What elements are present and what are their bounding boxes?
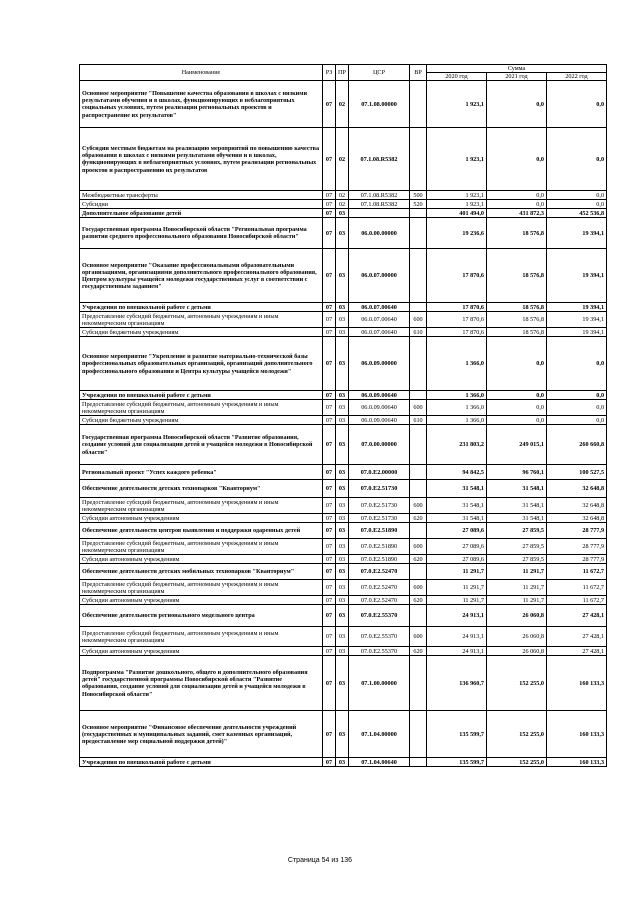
table-row bbox=[80, 328, 607, 337]
cell-name: Субсидии местным бюджетам на реализацию мероприятий по повышению качества образования в школах с низкими результатами обучения и в школах, функционирующих в неблагоприятных условиях, путем реализации региональных проектов и распространению их результатов bbox=[80, 128, 323, 191]
cell-2022: 28 777,9 bbox=[547, 523, 607, 539]
cell-2021: 31 548,1 bbox=[487, 480, 547, 498]
cell-pr: 03 bbox=[336, 580, 349, 596]
cell-2020: 24 913,1 bbox=[427, 647, 487, 656]
cell-pr: 03 bbox=[336, 656, 349, 711]
cell-2020: 1 923,1 bbox=[427, 191, 487, 200]
table-row bbox=[80, 400, 607, 416]
cell-name: Обеспечение деятельности детских мобильных технопарков "Кванториум" bbox=[80, 564, 323, 580]
cell-csr: 07.1.08.00000 bbox=[349, 81, 410, 128]
header-name: Наименование bbox=[80, 65, 323, 81]
cell-vr: 620 bbox=[410, 596, 427, 605]
table-row bbox=[80, 337, 607, 391]
cell-name: Субсидии автономным учреждениям bbox=[80, 555, 323, 564]
cell-csr: 06.0.07.00640 bbox=[349, 328, 410, 337]
cell-name: Основное мероприятие "Оказание профессиональными образовательными организациями, организациями дополнительного профессионального образования, Центром культуры учащейся молодежи государственных услуг в соответствии с государственным заданием" bbox=[80, 249, 323, 303]
cell-csr: 07.0.E2.52470 bbox=[349, 580, 410, 596]
cell-2022: 0,0 bbox=[547, 81, 607, 128]
cell-rz: 07 bbox=[323, 328, 336, 337]
cell-2020: 17 870,6 bbox=[427, 249, 487, 303]
cell-pr: 03 bbox=[336, 416, 349, 425]
table-header bbox=[80, 65, 607, 81]
cell-pr: 02 bbox=[336, 200, 349, 209]
table-row bbox=[80, 209, 607, 218]
cell-2022: 19 394,1 bbox=[547, 303, 607, 312]
table-row bbox=[80, 200, 607, 209]
cell-2020: 31 548,1 bbox=[427, 480, 487, 498]
cell-2021: 18 576,8 bbox=[487, 328, 547, 337]
table-row bbox=[80, 580, 607, 596]
cell-pr: 03 bbox=[336, 514, 349, 523]
cell-pr: 03 bbox=[336, 605, 349, 627]
cell-2022: 19 394,1 bbox=[547, 249, 607, 303]
table-row bbox=[80, 539, 607, 555]
cell-name: Предоставление субсидий бюджетным, автономным учреждениям и иным некоммерческим организациям bbox=[80, 539, 323, 555]
cell-2021: 431 872,3 bbox=[487, 209, 547, 218]
cell-csr: 07.0.E2.55370 bbox=[349, 605, 410, 627]
cell-pr: 03 bbox=[336, 596, 349, 605]
cell-name: Подпрограмма "Развитие дошкольного, общего и дополнительного образования детей" государственной программы Новосибирской области "Развитие образования, создание условий для социализации детей и учащейся молодежи в Новосибирской области" bbox=[80, 656, 323, 711]
cell-pr: 03 bbox=[336, 209, 349, 218]
cell-pr: 03 bbox=[336, 328, 349, 337]
cell-2020: 17 870,6 bbox=[427, 312, 487, 328]
cell-csr: 07.0.E2.52470 bbox=[349, 596, 410, 605]
cell-2022: 11 672,7 bbox=[547, 564, 607, 580]
cell-pr: 03 bbox=[336, 647, 349, 656]
cell-csr: 07.1.08.R5382 bbox=[349, 200, 410, 209]
cell-vr bbox=[410, 218, 427, 249]
cell-vr bbox=[410, 711, 427, 758]
cell-vr bbox=[410, 656, 427, 711]
cell-2021: 0,0 bbox=[487, 337, 547, 391]
cell-rz: 07 bbox=[323, 564, 336, 580]
table-row bbox=[80, 605, 607, 627]
cell-rz: 07 bbox=[323, 555, 336, 564]
cell-pr: 03 bbox=[336, 465, 349, 480]
cell-2022: 27 428,1 bbox=[547, 605, 607, 627]
table-row bbox=[80, 656, 607, 711]
cell-2022: 0,0 bbox=[547, 200, 607, 209]
cell-vr: 600 bbox=[410, 498, 427, 514]
cell-pr: 03 bbox=[336, 523, 349, 539]
cell-csr: 06.0.09.00640 bbox=[349, 391, 410, 400]
cell-pr: 03 bbox=[336, 758, 349, 767]
cell-name: Учреждения по внешкольной работе с детьми bbox=[80, 391, 323, 400]
cell-rz: 07 bbox=[323, 647, 336, 656]
cell-csr: 07.0.E2.51730 bbox=[349, 514, 410, 523]
cell-name: Основное мероприятие "Повышение качества образования в школах с низкими результатами обучения и в школах, функционирующих в неблагоприятных социальных условиях, путем реализации региональных проектов и распространение их результатов" bbox=[80, 81, 323, 128]
cell-rz: 07 bbox=[323, 605, 336, 627]
cell-2020: 231 803,2 bbox=[427, 425, 487, 465]
cell-2020: 1 923,1 bbox=[427, 128, 487, 191]
cell-csr: 07.0.E2.51730 bbox=[349, 498, 410, 514]
cell-2020: 94 842,5 bbox=[427, 465, 487, 480]
cell-rz: 07 bbox=[323, 191, 336, 200]
cell-csr: 06.0.07.00640 bbox=[349, 303, 410, 312]
cell-rz: 07 bbox=[323, 128, 336, 191]
cell-2021: 0,0 bbox=[487, 391, 547, 400]
table-row bbox=[80, 647, 607, 656]
table-row bbox=[80, 523, 607, 539]
cell-2021: 96 760,1 bbox=[487, 465, 547, 480]
cell-name: Субсидии автономным учреждениям bbox=[80, 647, 323, 656]
cell-vr bbox=[410, 128, 427, 191]
cell-rz: 07 bbox=[323, 523, 336, 539]
header-year-2021: 2021 год bbox=[487, 73, 547, 81]
cell-name: Дополнительное образование детей bbox=[80, 209, 323, 218]
cell-rz: 07 bbox=[323, 209, 336, 218]
cell-vr bbox=[410, 758, 427, 767]
cell-name: Межбюджетные трансферты bbox=[80, 191, 323, 200]
cell-name: Обеспечение деятельности детских технопарков "Кванториум" bbox=[80, 480, 323, 498]
cell-rz: 07 bbox=[323, 514, 336, 523]
cell-2021: 11 291,7 bbox=[487, 580, 547, 596]
cell-csr: 07.0.E2.55370 bbox=[349, 627, 410, 647]
cell-2022: 160 133,3 bbox=[547, 758, 607, 767]
cell-2022: 27 428,1 bbox=[547, 627, 607, 647]
cell-pr: 02 bbox=[336, 128, 349, 191]
cell-rz: 07 bbox=[323, 465, 336, 480]
cell-pr: 02 bbox=[336, 191, 349, 200]
cell-2021: 0,0 bbox=[487, 191, 547, 200]
cell-vr bbox=[410, 564, 427, 580]
table-row bbox=[80, 191, 607, 200]
cell-2020: 135 599,7 bbox=[427, 758, 487, 767]
cell-2020: 27 089,6 bbox=[427, 555, 487, 564]
header-rz: РЗ bbox=[323, 65, 336, 81]
table-row bbox=[80, 312, 607, 328]
cell-vr: 600 bbox=[410, 539, 427, 555]
table-row bbox=[80, 564, 607, 580]
table-row bbox=[80, 514, 607, 523]
cell-rz: 07 bbox=[323, 337, 336, 391]
cell-2020: 11 291,7 bbox=[427, 580, 487, 596]
cell-csr: 06.0.07.00000 bbox=[349, 249, 410, 303]
cell-2022: 28 777,9 bbox=[547, 539, 607, 555]
cell-2021: 27 859,5 bbox=[487, 555, 547, 564]
cell-rz: 07 bbox=[323, 249, 336, 303]
cell-2021: 0,0 bbox=[487, 200, 547, 209]
cell-rz: 07 bbox=[323, 312, 336, 328]
cell-rz: 07 bbox=[323, 416, 336, 425]
cell-vr: 500 bbox=[410, 191, 427, 200]
cell-pr: 03 bbox=[336, 249, 349, 303]
header-vr: ВР bbox=[410, 65, 427, 81]
cell-2020: 24 913,1 bbox=[427, 605, 487, 627]
cell-vr bbox=[410, 249, 427, 303]
cell-2021: 31 548,1 bbox=[487, 514, 547, 523]
cell-2021: 0,0 bbox=[487, 128, 547, 191]
table-row bbox=[80, 465, 607, 480]
page-number: Страница 54 из 136 bbox=[287, 857, 353, 864]
cell-2022: 0,0 bbox=[547, 191, 607, 200]
cell-2022: 160 133,3 bbox=[547, 656, 607, 711]
cell-vr: 620 bbox=[410, 647, 427, 656]
cell-name: Основное мероприятие "Финансовое обеспечение деятельности учреждений (государственных и муниципальных заданий, смет казенных организаций, предоставление мер социальной поддержки детей)" bbox=[80, 711, 323, 758]
cell-2020: 1 366,0 bbox=[427, 416, 487, 425]
cell-name: Предоставление субсидий бюджетным, автономным учреждениям и иным некоммерческим организациям bbox=[80, 627, 323, 647]
cell-2022: 19 394,1 bbox=[547, 328, 607, 337]
cell-2021: 0,0 bbox=[487, 81, 547, 128]
cell-name: Предоставление субсидий бюджетным, автономным учреждениям и иным некоммерческим организациям bbox=[80, 580, 323, 596]
cell-rz: 07 bbox=[323, 303, 336, 312]
table-row bbox=[80, 627, 607, 647]
cell-2021: 18 576,8 bbox=[487, 303, 547, 312]
cell-pr: 03 bbox=[336, 218, 349, 249]
cell-name: Учреждения по внешкольной работе с детьми bbox=[80, 758, 323, 767]
cell-pr: 03 bbox=[336, 480, 349, 498]
cell-2020: 17 870,6 bbox=[427, 328, 487, 337]
table-row bbox=[80, 711, 607, 758]
cell-pr: 03 bbox=[336, 425, 349, 465]
table-row bbox=[80, 391, 607, 400]
table-row bbox=[80, 498, 607, 514]
cell-rz: 07 bbox=[323, 656, 336, 711]
cell-pr: 03 bbox=[336, 498, 349, 514]
cell-pr: 03 bbox=[336, 555, 349, 564]
cell-name: Предоставление субсидий бюджетным, автономным учреждениям и иным некоммерческим организациям bbox=[80, 312, 323, 328]
cell-vr: 520 bbox=[410, 200, 427, 209]
cell-rz: 07 bbox=[323, 391, 336, 400]
cell-2022: 160 133,3 bbox=[547, 711, 607, 758]
cell-2021: 11 291,7 bbox=[487, 596, 547, 605]
cell-csr: 07.0.E2.51890 bbox=[349, 555, 410, 564]
cell-2020: 135 599,7 bbox=[427, 711, 487, 758]
cell-name: Основное мероприятие "Укрепление и развитие материально-технической базы профессиональных образовательных организаций, организаций дополнительного профессионального образования и Центра культуры учащейся молодежи" bbox=[80, 337, 323, 391]
table-row bbox=[80, 480, 607, 498]
cell-vr bbox=[410, 337, 427, 391]
cell-2021: 152 255,0 bbox=[487, 711, 547, 758]
cell-rz: 07 bbox=[323, 498, 336, 514]
cell-csr: 07.1.08.R5382 bbox=[349, 128, 410, 191]
table-row bbox=[80, 81, 607, 128]
cell-name: Субсидии автономным учреждениям bbox=[80, 514, 323, 523]
table-row bbox=[80, 416, 607, 425]
cell-csr: 06.0.00.00000 bbox=[349, 218, 410, 249]
table-body bbox=[80, 81, 607, 767]
cell-csr bbox=[349, 209, 410, 218]
cell-rz: 07 bbox=[323, 758, 336, 767]
cell-name: Обеспечение деятельности центров выявления и поддержки одаренных детей bbox=[80, 523, 323, 539]
cell-rz: 07 bbox=[323, 200, 336, 209]
cell-name: Предоставление субсидий бюджетным, автономным учреждениям и иным некоммерческим организациям bbox=[80, 400, 323, 416]
cell-2020: 27 089,6 bbox=[427, 539, 487, 555]
cell-2021: 26 060,8 bbox=[487, 605, 547, 627]
cell-2022: 0,0 bbox=[547, 128, 607, 191]
cell-2021: 11 291,7 bbox=[487, 564, 547, 580]
cell-2021: 27 859,5 bbox=[487, 539, 547, 555]
cell-2021: 152 255,0 bbox=[487, 758, 547, 767]
cell-vr bbox=[410, 303, 427, 312]
cell-pr: 03 bbox=[336, 391, 349, 400]
cell-2022: 32 648,8 bbox=[547, 498, 607, 514]
cell-2022: 11 672,7 bbox=[547, 596, 607, 605]
cell-pr: 02 bbox=[336, 81, 349, 128]
cell-csr: 07.0.E2.51890 bbox=[349, 539, 410, 555]
table-row bbox=[80, 249, 607, 303]
cell-vr: 600 bbox=[410, 312, 427, 328]
cell-vr: 600 bbox=[410, 627, 427, 647]
cell-2020: 27 089,6 bbox=[427, 523, 487, 539]
cell-vr bbox=[410, 605, 427, 627]
cell-vr: 600 bbox=[410, 400, 427, 416]
cell-name: Государственная программа Новосибирской области "Региональная программа развития среднего профессионального образования Новосибирской области" bbox=[80, 218, 323, 249]
cell-rz: 07 bbox=[323, 627, 336, 647]
cell-2021: 0,0 bbox=[487, 416, 547, 425]
cell-csr: 07.0.E2.55370 bbox=[349, 647, 410, 656]
cell-vr bbox=[410, 465, 427, 480]
cell-2021: 18 576,8 bbox=[487, 218, 547, 249]
cell-vr: 620 bbox=[410, 555, 427, 564]
cell-2020: 19 236,6 bbox=[427, 218, 487, 249]
cell-rz: 07 bbox=[323, 596, 336, 605]
cell-rz: 07 bbox=[323, 81, 336, 128]
cell-2022: 19 394,1 bbox=[547, 218, 607, 249]
cell-2022: 19 394,1 bbox=[547, 312, 607, 328]
cell-csr: 07.0.E2.51730 bbox=[349, 480, 410, 498]
cell-2020: 1 366,0 bbox=[427, 391, 487, 400]
cell-2021: 18 576,8 bbox=[487, 249, 547, 303]
cell-2021: 152 255,0 bbox=[487, 656, 547, 711]
cell-pr: 03 bbox=[336, 400, 349, 416]
cell-2021: 249 015,1 bbox=[487, 425, 547, 465]
cell-rz: 07 bbox=[323, 711, 336, 758]
cell-2020: 31 548,1 bbox=[427, 498, 487, 514]
cell-csr: 07.1.04.00000 bbox=[349, 711, 410, 758]
cell-2021: 0,0 bbox=[487, 400, 547, 416]
header-sum: Сумма bbox=[427, 65, 607, 73]
cell-2020: 1 923,1 bbox=[427, 200, 487, 209]
table-row bbox=[80, 218, 607, 249]
cell-vr bbox=[410, 391, 427, 400]
cell-2022: 28 777,9 bbox=[547, 555, 607, 564]
cell-2022: 0,0 bbox=[547, 400, 607, 416]
cell-2021: 31 548,1 bbox=[487, 498, 547, 514]
cell-2020: 136 960,7 bbox=[427, 656, 487, 711]
header-csr: ЦСР bbox=[349, 65, 410, 81]
table-row bbox=[80, 596, 607, 605]
cell-vr: 610 bbox=[410, 416, 427, 425]
cell-2020: 24 913,1 bbox=[427, 627, 487, 647]
cell-pr: 03 bbox=[336, 539, 349, 555]
cell-csr: 06.0.09.00000 bbox=[349, 337, 410, 391]
cell-2020: 401 494,0 bbox=[427, 209, 487, 218]
cell-rz: 07 bbox=[323, 400, 336, 416]
cell-2020: 1 366,0 bbox=[427, 337, 487, 391]
cell-name: Субсидии бюджетным учреждениям bbox=[80, 328, 323, 337]
header-year-2020: 2020 год bbox=[427, 73, 487, 81]
cell-2021: 18 576,8 bbox=[487, 312, 547, 328]
header-pr: ПР bbox=[336, 65, 349, 81]
cell-csr: 06.0.09.00640 bbox=[349, 416, 410, 425]
cell-csr: 06.0.07.00640 bbox=[349, 312, 410, 328]
cell-rz: 07 bbox=[323, 580, 336, 596]
cell-vr: 610 bbox=[410, 328, 427, 337]
cell-vr bbox=[410, 480, 427, 498]
cell-pr: 03 bbox=[336, 303, 349, 312]
cell-2022: 11 672,7 bbox=[547, 580, 607, 596]
cell-2022: 0,0 bbox=[547, 416, 607, 425]
cell-2020: 31 548,1 bbox=[427, 514, 487, 523]
cell-2022: 27 428,1 bbox=[547, 647, 607, 656]
header-year-2022: 2022 год bbox=[547, 73, 607, 81]
cell-pr: 03 bbox=[336, 337, 349, 391]
cell-2022: 100 527,5 bbox=[547, 465, 607, 480]
cell-name: Субсидии bbox=[80, 200, 323, 209]
cell-2022: 260 660,8 bbox=[547, 425, 607, 465]
cell-2022: 32 648,8 bbox=[547, 514, 607, 523]
cell-2021: 26 060,8 bbox=[487, 627, 547, 647]
cell-name: Субсидии бюджетным учреждениям bbox=[80, 416, 323, 425]
cell-2021: 27 859,5 bbox=[487, 523, 547, 539]
cell-2020: 1 366,0 bbox=[427, 400, 487, 416]
cell-vr: 620 bbox=[410, 514, 427, 523]
cell-vr bbox=[410, 523, 427, 539]
cell-rz: 07 bbox=[323, 218, 336, 249]
cell-csr: 07.0.00.00000 bbox=[349, 425, 410, 465]
table-row bbox=[80, 758, 607, 767]
cell-csr: 07.0.E2.51890 bbox=[349, 523, 410, 539]
cell-rz: 07 bbox=[323, 480, 336, 498]
cell-2020: 11 291,7 bbox=[427, 596, 487, 605]
cell-pr: 03 bbox=[336, 627, 349, 647]
cell-name: Учреждения по внешкольной работе с детьми bbox=[80, 303, 323, 312]
cell-csr: 06.0.09.00640 bbox=[349, 400, 410, 416]
cell-csr: 07.1.04.00640 bbox=[349, 758, 410, 767]
cell-2020: 1 923,1 bbox=[427, 81, 487, 128]
cell-name: Государственная программа Новосибирской области "Развитие образования, создание условий для социализации детей и учащейся молодежи в Новосибирской области" bbox=[80, 425, 323, 465]
cell-2022: 0,0 bbox=[547, 337, 607, 391]
cell-rz: 07 bbox=[323, 425, 336, 465]
cell-2020: 17 870,6 bbox=[427, 303, 487, 312]
table-row bbox=[80, 303, 607, 312]
cell-name: Субсидии автономным учреждениям bbox=[80, 596, 323, 605]
cell-name: Региональный проект "Успех каждого ребенка" bbox=[80, 465, 323, 480]
cell-pr: 03 bbox=[336, 312, 349, 328]
cell-vr: 600 bbox=[410, 580, 427, 596]
cell-vr bbox=[410, 209, 427, 218]
table-row bbox=[80, 128, 607, 191]
cell-csr: 07.1.08.R5382 bbox=[349, 191, 410, 200]
cell-2022: 0,0 bbox=[547, 391, 607, 400]
cell-csr: 07.1.00.00000 bbox=[349, 656, 410, 711]
budget-table bbox=[79, 64, 607, 767]
cell-pr: 03 bbox=[336, 564, 349, 580]
cell-pr: 03 bbox=[336, 711, 349, 758]
cell-name: Предоставление субсидий бюджетным, автономным учреждениям и иным некоммерческим организациям bbox=[80, 498, 323, 514]
cell-csr: 07.0.E2.52470 bbox=[349, 564, 410, 580]
cell-2022: 32 648,8 bbox=[547, 480, 607, 498]
cell-vr bbox=[410, 425, 427, 465]
cell-vr bbox=[410, 81, 427, 128]
cell-name: Обеспечение деятельности регионального модельного центра bbox=[80, 605, 323, 627]
cell-2022: 452 536,8 bbox=[547, 209, 607, 218]
table-row bbox=[80, 555, 607, 564]
table-row bbox=[80, 425, 607, 465]
cell-rz: 07 bbox=[323, 539, 336, 555]
cell-2020: 11 291,7 bbox=[427, 564, 487, 580]
cell-2021: 26 060,8 bbox=[487, 647, 547, 656]
cell-csr: 07.0.E2.00000 bbox=[349, 465, 410, 480]
